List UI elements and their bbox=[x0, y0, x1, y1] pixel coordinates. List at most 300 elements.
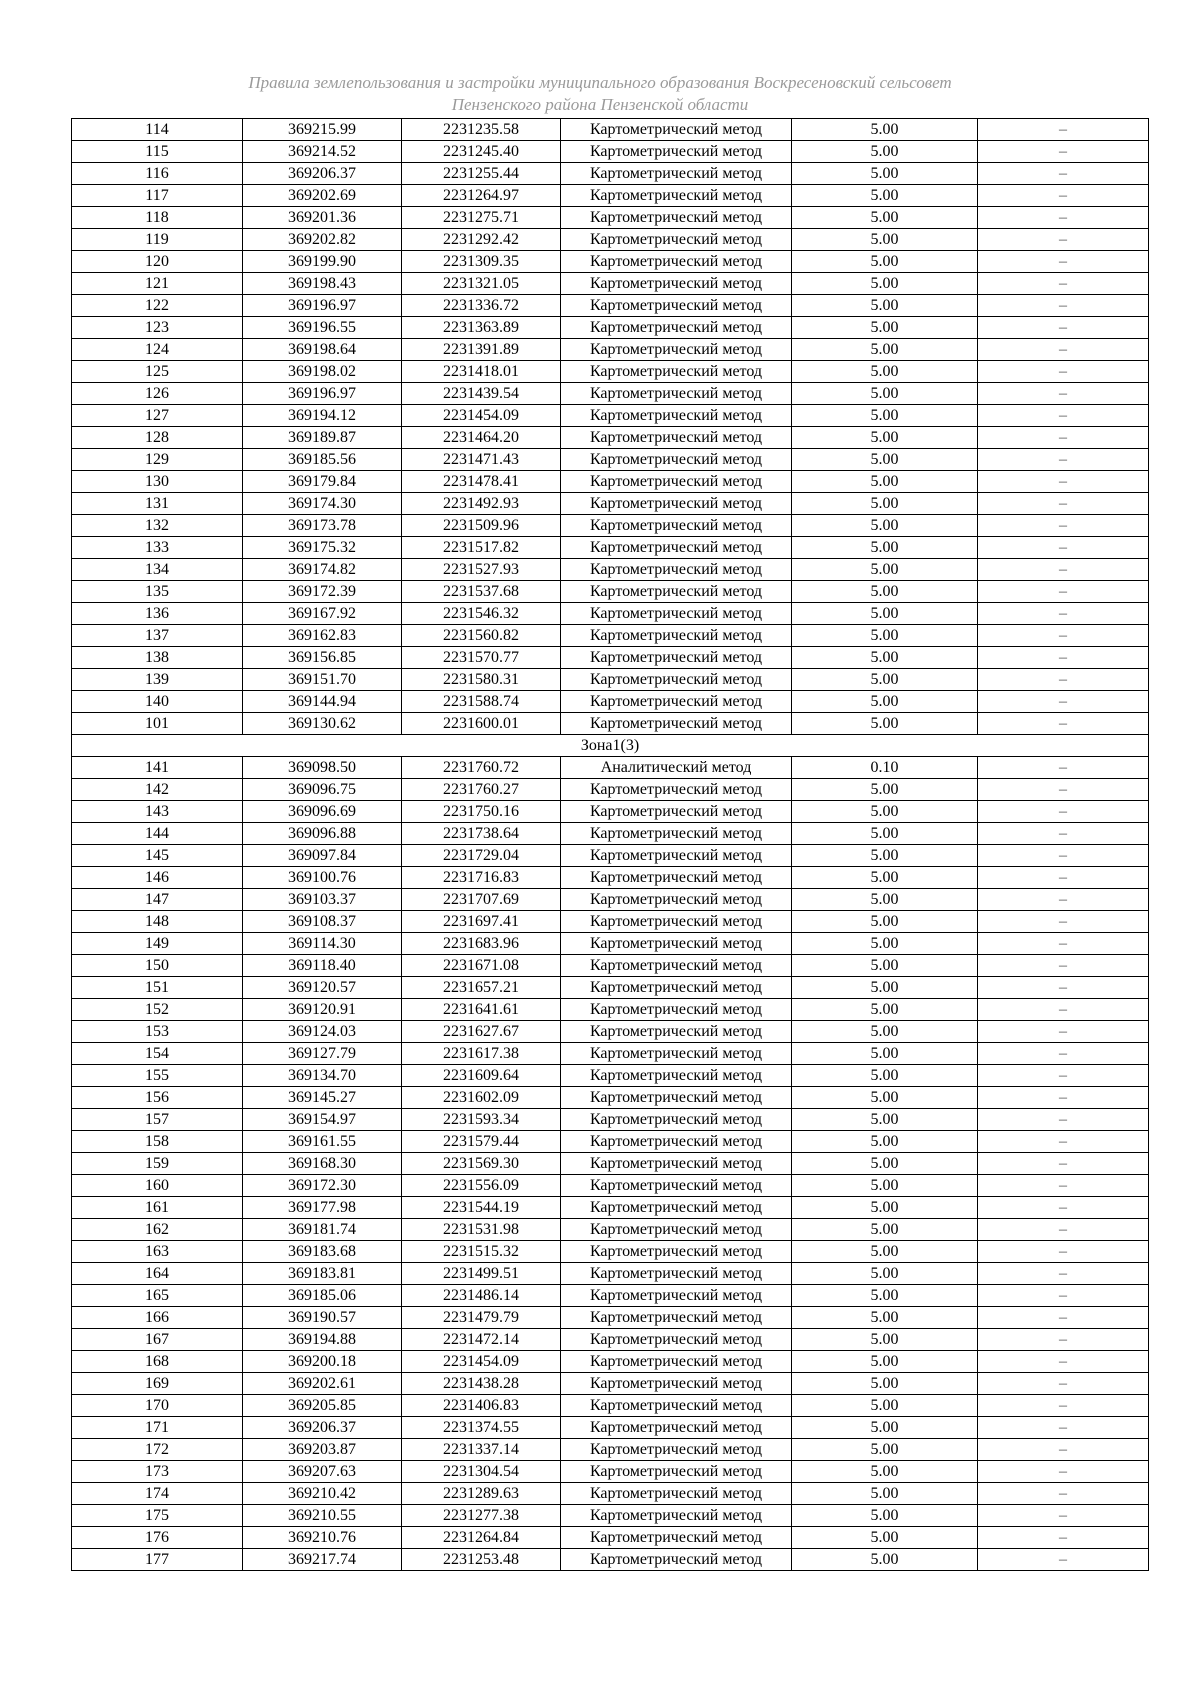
table-row bbox=[72, 1153, 1149, 1175]
y-coordinate-cell: 2231609.64 bbox=[402, 1065, 561, 1087]
x-coordinate-cell: 369175.32 bbox=[243, 537, 402, 559]
note-cell: – bbox=[978, 1483, 1149, 1505]
accuracy-cell: 5.00 bbox=[792, 251, 978, 273]
y-coordinate-cell: 2231264.97 bbox=[402, 185, 561, 207]
accuracy-cell: 5.00 bbox=[792, 1263, 978, 1285]
accuracy-cell: 5.00 bbox=[792, 537, 978, 559]
table-row bbox=[72, 273, 1149, 295]
method-cell: Картометрический метод bbox=[561, 1505, 792, 1527]
accuracy-cell: 5.00 bbox=[792, 1087, 978, 1109]
method-cell: Картометрический метод bbox=[561, 1527, 792, 1549]
note-cell: – bbox=[978, 295, 1149, 317]
table-row bbox=[72, 823, 1149, 845]
accuracy-cell: 5.00 bbox=[792, 1131, 978, 1153]
method-cell: Картометрический метод bbox=[561, 1351, 792, 1373]
accuracy-cell: 5.00 bbox=[792, 911, 978, 933]
x-coordinate-cell: 369179.84 bbox=[243, 471, 402, 493]
accuracy-cell: 5.00 bbox=[792, 691, 978, 713]
note-cell: – bbox=[978, 1109, 1149, 1131]
accuracy-cell: 5.00 bbox=[792, 779, 978, 801]
y-coordinate-cell: 2231760.72 bbox=[402, 757, 561, 779]
table-row bbox=[72, 229, 1149, 251]
method-cell: Картометрический метод bbox=[561, 317, 792, 339]
x-coordinate-cell: 369183.81 bbox=[243, 1263, 402, 1285]
x-coordinate-cell: 369172.30 bbox=[243, 1175, 402, 1197]
point-number-cell: 121 bbox=[72, 273, 243, 295]
point-number-cell: 168 bbox=[72, 1351, 243, 1373]
x-coordinate-cell: 369174.30 bbox=[243, 493, 402, 515]
note-cell: – bbox=[978, 889, 1149, 911]
x-coordinate-cell: 369217.74 bbox=[243, 1549, 402, 1571]
zone-header-row bbox=[72, 735, 1149, 757]
y-coordinate-cell: 2231277.38 bbox=[402, 1505, 561, 1527]
method-cell: Картометрический метод bbox=[561, 295, 792, 317]
note-cell: – bbox=[978, 757, 1149, 779]
x-coordinate-cell: 369198.02 bbox=[243, 361, 402, 383]
x-coordinate-cell: 369120.57 bbox=[243, 977, 402, 999]
y-coordinate-cell: 2231289.63 bbox=[402, 1483, 561, 1505]
y-coordinate-cell: 2231471.43 bbox=[402, 449, 561, 471]
x-coordinate-cell: 369100.76 bbox=[243, 867, 402, 889]
table-row bbox=[72, 999, 1149, 1021]
header-line-2: Пензенского района Пензенской области bbox=[451, 95, 749, 114]
method-cell: Картометрический метод bbox=[561, 1263, 792, 1285]
x-coordinate-cell: 369173.78 bbox=[243, 515, 402, 537]
x-coordinate-cell: 369183.68 bbox=[243, 1241, 402, 1263]
table-row bbox=[72, 1439, 1149, 1461]
table-row bbox=[72, 493, 1149, 515]
method-cell: Картометрический метод bbox=[561, 1329, 792, 1351]
method-cell: Картометрический метод bbox=[561, 999, 792, 1021]
x-coordinate-cell: 369207.63 bbox=[243, 1461, 402, 1483]
table-row bbox=[72, 801, 1149, 823]
y-coordinate-cell: 2231509.96 bbox=[402, 515, 561, 537]
table-row bbox=[72, 339, 1149, 361]
accuracy-cell: 5.00 bbox=[792, 933, 978, 955]
point-number-cell: 177 bbox=[72, 1549, 243, 1571]
point-number-cell: 154 bbox=[72, 1043, 243, 1065]
note-cell: – bbox=[978, 1263, 1149, 1285]
point-number-cell: 131 bbox=[72, 493, 243, 515]
y-coordinate-cell: 2231707.69 bbox=[402, 889, 561, 911]
method-cell: Картометрический метод bbox=[561, 1285, 792, 1307]
x-coordinate-cell: 369156.85 bbox=[243, 647, 402, 669]
table-row bbox=[72, 955, 1149, 977]
point-number-cell: 123 bbox=[72, 317, 243, 339]
accuracy-cell: 5.00 bbox=[792, 1505, 978, 1527]
note-cell: – bbox=[978, 119, 1149, 141]
accuracy-cell: 5.00 bbox=[792, 119, 978, 141]
point-number-cell: 171 bbox=[72, 1417, 243, 1439]
x-coordinate-cell: 369134.70 bbox=[243, 1065, 402, 1087]
point-number-cell: 141 bbox=[72, 757, 243, 779]
y-coordinate-cell: 2231374.55 bbox=[402, 1417, 561, 1439]
y-coordinate-cell: 2231478.41 bbox=[402, 471, 561, 493]
table-row bbox=[72, 449, 1149, 471]
table-row bbox=[72, 1021, 1149, 1043]
note-cell: – bbox=[978, 845, 1149, 867]
y-coordinate-cell: 2231454.09 bbox=[402, 1351, 561, 1373]
method-cell: Картометрический метод bbox=[561, 1395, 792, 1417]
table-row bbox=[72, 1549, 1149, 1571]
table-row bbox=[72, 1527, 1149, 1549]
note-cell: – bbox=[978, 1197, 1149, 1219]
point-number-cell: 152 bbox=[72, 999, 243, 1021]
x-coordinate-cell: 369206.37 bbox=[243, 1417, 402, 1439]
point-number-cell: 116 bbox=[72, 163, 243, 185]
point-number-cell: 158 bbox=[72, 1131, 243, 1153]
accuracy-cell: 5.00 bbox=[792, 625, 978, 647]
note-cell: – bbox=[978, 427, 1149, 449]
accuracy-cell: 5.00 bbox=[792, 1527, 978, 1549]
method-cell: Картометрический метод bbox=[561, 1373, 792, 1395]
x-coordinate-cell: 369145.27 bbox=[243, 1087, 402, 1109]
note-cell: – bbox=[978, 163, 1149, 185]
table-row bbox=[72, 1241, 1149, 1263]
accuracy-cell: 0.10 bbox=[792, 757, 978, 779]
method-cell: Картометрический метод bbox=[561, 625, 792, 647]
accuracy-cell: 5.00 bbox=[792, 1461, 978, 1483]
y-coordinate-cell: 2231336.72 bbox=[402, 295, 561, 317]
method-cell: Картометрический метод bbox=[561, 493, 792, 515]
table-row bbox=[72, 427, 1149, 449]
y-coordinate-cell: 2231531.98 bbox=[402, 1219, 561, 1241]
point-number-cell: 125 bbox=[72, 361, 243, 383]
y-coordinate-cell: 2231579.44 bbox=[402, 1131, 561, 1153]
point-number-cell: 162 bbox=[72, 1219, 243, 1241]
y-coordinate-cell: 2231253.48 bbox=[402, 1549, 561, 1571]
point-number-cell: 133 bbox=[72, 537, 243, 559]
x-coordinate-cell: 369190.57 bbox=[243, 1307, 402, 1329]
point-number-cell: 120 bbox=[72, 251, 243, 273]
accuracy-cell: 5.00 bbox=[792, 1285, 978, 1307]
coordinates-table-body bbox=[72, 119, 1149, 1571]
point-number-cell: 129 bbox=[72, 449, 243, 471]
table-row bbox=[72, 537, 1149, 559]
note-cell: – bbox=[978, 273, 1149, 295]
point-number-cell: 122 bbox=[72, 295, 243, 317]
method-cell: Аналитический метод bbox=[561, 757, 792, 779]
accuracy-cell: 5.00 bbox=[792, 1549, 978, 1571]
x-coordinate-cell: 369161.55 bbox=[243, 1131, 402, 1153]
table-row bbox=[72, 141, 1149, 163]
point-number-cell: 149 bbox=[72, 933, 243, 955]
method-cell: Картометрический метод bbox=[561, 405, 792, 427]
point-number-cell: 150 bbox=[72, 955, 243, 977]
x-coordinate-cell: 369108.37 bbox=[243, 911, 402, 933]
method-cell: Картометрический метод bbox=[561, 1219, 792, 1241]
y-coordinate-cell: 2231292.42 bbox=[402, 229, 561, 251]
method-cell: Картометрический метод bbox=[561, 977, 792, 999]
accuracy-cell: 5.00 bbox=[792, 647, 978, 669]
note-cell: – bbox=[978, 911, 1149, 933]
point-number-cell: 114 bbox=[72, 119, 243, 141]
table-row bbox=[72, 647, 1149, 669]
method-cell: Картометрический метод bbox=[561, 449, 792, 471]
note-cell: – bbox=[978, 185, 1149, 207]
y-coordinate-cell: 2231738.64 bbox=[402, 823, 561, 845]
method-cell: Картометрический метод bbox=[561, 141, 792, 163]
method-cell: Картометрический метод bbox=[561, 691, 792, 713]
point-number-cell: 138 bbox=[72, 647, 243, 669]
table-row bbox=[72, 1043, 1149, 1065]
x-coordinate-cell: 369214.52 bbox=[243, 141, 402, 163]
table-row bbox=[72, 1263, 1149, 1285]
accuracy-cell: 5.00 bbox=[792, 999, 978, 1021]
table-row bbox=[72, 977, 1149, 999]
accuracy-cell: 5.00 bbox=[792, 339, 978, 361]
note-cell: – bbox=[978, 1153, 1149, 1175]
page-header bbox=[0, 72, 1200, 116]
point-number-cell: 115 bbox=[72, 141, 243, 163]
note-cell: – bbox=[978, 1021, 1149, 1043]
note-cell: – bbox=[978, 999, 1149, 1021]
accuracy-cell: 5.00 bbox=[792, 515, 978, 537]
method-cell: Картометрический метод bbox=[561, 1307, 792, 1329]
accuracy-cell: 5.00 bbox=[792, 317, 978, 339]
note-cell: – bbox=[978, 1131, 1149, 1153]
x-coordinate-cell: 369194.12 bbox=[243, 405, 402, 427]
y-coordinate-cell: 2231304.54 bbox=[402, 1461, 561, 1483]
note-cell: – bbox=[978, 1527, 1149, 1549]
note-cell: – bbox=[978, 537, 1149, 559]
accuracy-cell: 5.00 bbox=[792, 1021, 978, 1043]
x-coordinate-cell: 369124.03 bbox=[243, 1021, 402, 1043]
note-cell: – bbox=[978, 207, 1149, 229]
table-row bbox=[72, 1175, 1149, 1197]
method-cell: Картометрический метод bbox=[561, 581, 792, 603]
note-cell: – bbox=[978, 1351, 1149, 1373]
accuracy-cell: 5.00 bbox=[792, 1241, 978, 1263]
x-coordinate-cell: 369144.94 bbox=[243, 691, 402, 713]
accuracy-cell: 5.00 bbox=[792, 1483, 978, 1505]
point-number-cell: 166 bbox=[72, 1307, 243, 1329]
x-coordinate-cell: 369168.30 bbox=[243, 1153, 402, 1175]
table-row bbox=[72, 669, 1149, 691]
note-cell: – bbox=[978, 1307, 1149, 1329]
method-cell: Картометрический метод bbox=[561, 1131, 792, 1153]
accuracy-cell: 5.00 bbox=[792, 273, 978, 295]
method-cell: Картометрический метод bbox=[561, 207, 792, 229]
method-cell: Картометрический метод bbox=[561, 1439, 792, 1461]
method-cell: Картометрический метод bbox=[561, 603, 792, 625]
accuracy-cell: 5.00 bbox=[792, 1351, 978, 1373]
point-number-cell: 175 bbox=[72, 1505, 243, 1527]
note-cell: – bbox=[978, 559, 1149, 581]
note-cell: – bbox=[978, 977, 1149, 999]
note-cell: – bbox=[978, 471, 1149, 493]
y-coordinate-cell: 2231275.71 bbox=[402, 207, 561, 229]
y-coordinate-cell: 2231600.01 bbox=[402, 713, 561, 735]
y-coordinate-cell: 2231245.40 bbox=[402, 141, 561, 163]
method-cell: Картометрический метод bbox=[561, 1549, 792, 1571]
point-number-cell: 130 bbox=[72, 471, 243, 493]
y-coordinate-cell: 2231627.67 bbox=[402, 1021, 561, 1043]
table-row bbox=[72, 383, 1149, 405]
x-coordinate-cell: 369210.76 bbox=[243, 1527, 402, 1549]
note-cell: – bbox=[978, 1219, 1149, 1241]
method-cell: Картометрический метод bbox=[561, 801, 792, 823]
y-coordinate-cell: 2231617.38 bbox=[402, 1043, 561, 1065]
point-number-cell: 164 bbox=[72, 1263, 243, 1285]
accuracy-cell: 5.00 bbox=[792, 581, 978, 603]
table-row bbox=[72, 1109, 1149, 1131]
x-coordinate-cell: 369210.55 bbox=[243, 1505, 402, 1527]
y-coordinate-cell: 2231641.61 bbox=[402, 999, 561, 1021]
method-cell: Картометрический метод bbox=[561, 845, 792, 867]
accuracy-cell: 5.00 bbox=[792, 229, 978, 251]
table-row bbox=[72, 779, 1149, 801]
x-coordinate-cell: 369198.64 bbox=[243, 339, 402, 361]
accuracy-cell: 5.00 bbox=[792, 1439, 978, 1461]
accuracy-cell: 5.00 bbox=[792, 141, 978, 163]
table-row bbox=[72, 1483, 1149, 1505]
note-cell: – bbox=[978, 515, 1149, 537]
method-cell: Картометрический метод bbox=[561, 185, 792, 207]
accuracy-cell: 5.00 bbox=[792, 977, 978, 999]
accuracy-cell: 5.00 bbox=[792, 427, 978, 449]
y-coordinate-cell: 2231729.04 bbox=[402, 845, 561, 867]
table-row bbox=[72, 933, 1149, 955]
accuracy-cell: 5.00 bbox=[792, 361, 978, 383]
method-cell: Картометрический метод bbox=[561, 361, 792, 383]
table-row bbox=[72, 1417, 1149, 1439]
y-coordinate-cell: 2231569.30 bbox=[402, 1153, 561, 1175]
point-number-cell: 161 bbox=[72, 1197, 243, 1219]
method-cell: Картометрический метод bbox=[561, 1043, 792, 1065]
point-number-cell: 145 bbox=[72, 845, 243, 867]
method-cell: Картометрический метод bbox=[561, 1483, 792, 1505]
table-row bbox=[72, 603, 1149, 625]
method-cell: Картометрический метод bbox=[561, 647, 792, 669]
note-cell: – bbox=[978, 603, 1149, 625]
y-coordinate-cell: 2231716.83 bbox=[402, 867, 561, 889]
note-cell: – bbox=[978, 955, 1149, 977]
table-row bbox=[72, 625, 1149, 647]
y-coordinate-cell: 2231309.35 bbox=[402, 251, 561, 273]
table-row bbox=[72, 207, 1149, 229]
point-number-cell: 176 bbox=[72, 1527, 243, 1549]
x-coordinate-cell: 369206.37 bbox=[243, 163, 402, 185]
accuracy-cell: 5.00 bbox=[792, 801, 978, 823]
accuracy-cell: 5.00 bbox=[792, 559, 978, 581]
point-number-cell: 172 bbox=[72, 1439, 243, 1461]
point-number-cell: 143 bbox=[72, 801, 243, 823]
x-coordinate-cell: 369097.84 bbox=[243, 845, 402, 867]
note-cell: – bbox=[978, 1175, 1149, 1197]
note-cell: – bbox=[978, 1417, 1149, 1439]
point-number-cell: 165 bbox=[72, 1285, 243, 1307]
accuracy-cell: 5.00 bbox=[792, 1373, 978, 1395]
accuracy-cell: 5.00 bbox=[792, 1219, 978, 1241]
point-number-cell: 146 bbox=[72, 867, 243, 889]
point-number-cell: 101 bbox=[72, 713, 243, 735]
coordinates-table bbox=[71, 118, 1149, 1571]
table-row bbox=[72, 559, 1149, 581]
table-row bbox=[72, 1373, 1149, 1395]
accuracy-cell: 5.00 bbox=[792, 713, 978, 735]
x-coordinate-cell: 369202.61 bbox=[243, 1373, 402, 1395]
note-cell: – bbox=[978, 1241, 1149, 1263]
method-cell: Картометрический метод bbox=[561, 669, 792, 691]
accuracy-cell: 5.00 bbox=[792, 955, 978, 977]
accuracy-cell: 5.00 bbox=[792, 1109, 978, 1131]
table-row bbox=[72, 1219, 1149, 1241]
point-number-cell: 127 bbox=[72, 405, 243, 427]
y-coordinate-cell: 2231406.83 bbox=[402, 1395, 561, 1417]
method-cell: Картометрический метод bbox=[561, 383, 792, 405]
method-cell: Картометрический метод bbox=[561, 1153, 792, 1175]
accuracy-cell: 5.00 bbox=[792, 207, 978, 229]
y-coordinate-cell: 2231527.93 bbox=[402, 559, 561, 581]
table-row bbox=[72, 163, 1149, 185]
x-coordinate-cell: 369127.79 bbox=[243, 1043, 402, 1065]
y-coordinate-cell: 2231454.09 bbox=[402, 405, 561, 427]
point-number-cell: 139 bbox=[72, 669, 243, 691]
note-cell: – bbox=[978, 383, 1149, 405]
note-cell: – bbox=[978, 669, 1149, 691]
y-coordinate-cell: 2231439.54 bbox=[402, 383, 561, 405]
zone-label: Зона1(3) bbox=[72, 735, 1149, 757]
y-coordinate-cell: 2231499.51 bbox=[402, 1263, 561, 1285]
x-coordinate-cell: 369202.82 bbox=[243, 229, 402, 251]
note-cell: – bbox=[978, 713, 1149, 735]
y-coordinate-cell: 2231544.19 bbox=[402, 1197, 561, 1219]
accuracy-cell: 5.00 bbox=[792, 1043, 978, 1065]
note-cell: – bbox=[978, 823, 1149, 845]
note-cell: – bbox=[978, 1461, 1149, 1483]
method-cell: Картометрический метод bbox=[561, 1021, 792, 1043]
note-cell: – bbox=[978, 625, 1149, 647]
accuracy-cell: 5.00 bbox=[792, 405, 978, 427]
table-row bbox=[72, 317, 1149, 339]
accuracy-cell: 5.00 bbox=[792, 295, 978, 317]
note-cell: – bbox=[978, 141, 1149, 163]
method-cell: Картометрический метод bbox=[561, 273, 792, 295]
table-row bbox=[72, 1505, 1149, 1527]
y-coordinate-cell: 2231515.32 bbox=[402, 1241, 561, 1263]
y-coordinate-cell: 2231537.68 bbox=[402, 581, 561, 603]
table-row bbox=[72, 691, 1149, 713]
y-coordinate-cell: 2231593.34 bbox=[402, 1109, 561, 1131]
note-cell: – bbox=[978, 933, 1149, 955]
note-cell: – bbox=[978, 1439, 1149, 1461]
table-row bbox=[72, 1285, 1149, 1307]
point-number-cell: 118 bbox=[72, 207, 243, 229]
point-number-cell: 174 bbox=[72, 1483, 243, 1505]
table-row bbox=[72, 1131, 1149, 1153]
y-coordinate-cell: 2231337.14 bbox=[402, 1439, 561, 1461]
note-cell: – bbox=[978, 1505, 1149, 1527]
table-row bbox=[72, 119, 1149, 141]
point-number-cell: 140 bbox=[72, 691, 243, 713]
x-coordinate-cell: 369203.87 bbox=[243, 1439, 402, 1461]
y-coordinate-cell: 2231580.31 bbox=[402, 669, 561, 691]
y-coordinate-cell: 2231683.96 bbox=[402, 933, 561, 955]
method-cell: Картометрический метод bbox=[561, 911, 792, 933]
point-number-cell: 132 bbox=[72, 515, 243, 537]
note-cell: – bbox=[978, 1065, 1149, 1087]
x-coordinate-cell: 369199.90 bbox=[243, 251, 402, 273]
method-cell: Картометрический метод bbox=[561, 1241, 792, 1263]
note-cell: – bbox=[978, 1395, 1149, 1417]
accuracy-cell: 5.00 bbox=[792, 1329, 978, 1351]
x-coordinate-cell: 369096.69 bbox=[243, 801, 402, 823]
table-row bbox=[72, 581, 1149, 603]
point-number-cell: 128 bbox=[72, 427, 243, 449]
point-number-cell: 147 bbox=[72, 889, 243, 911]
point-number-cell: 173 bbox=[72, 1461, 243, 1483]
